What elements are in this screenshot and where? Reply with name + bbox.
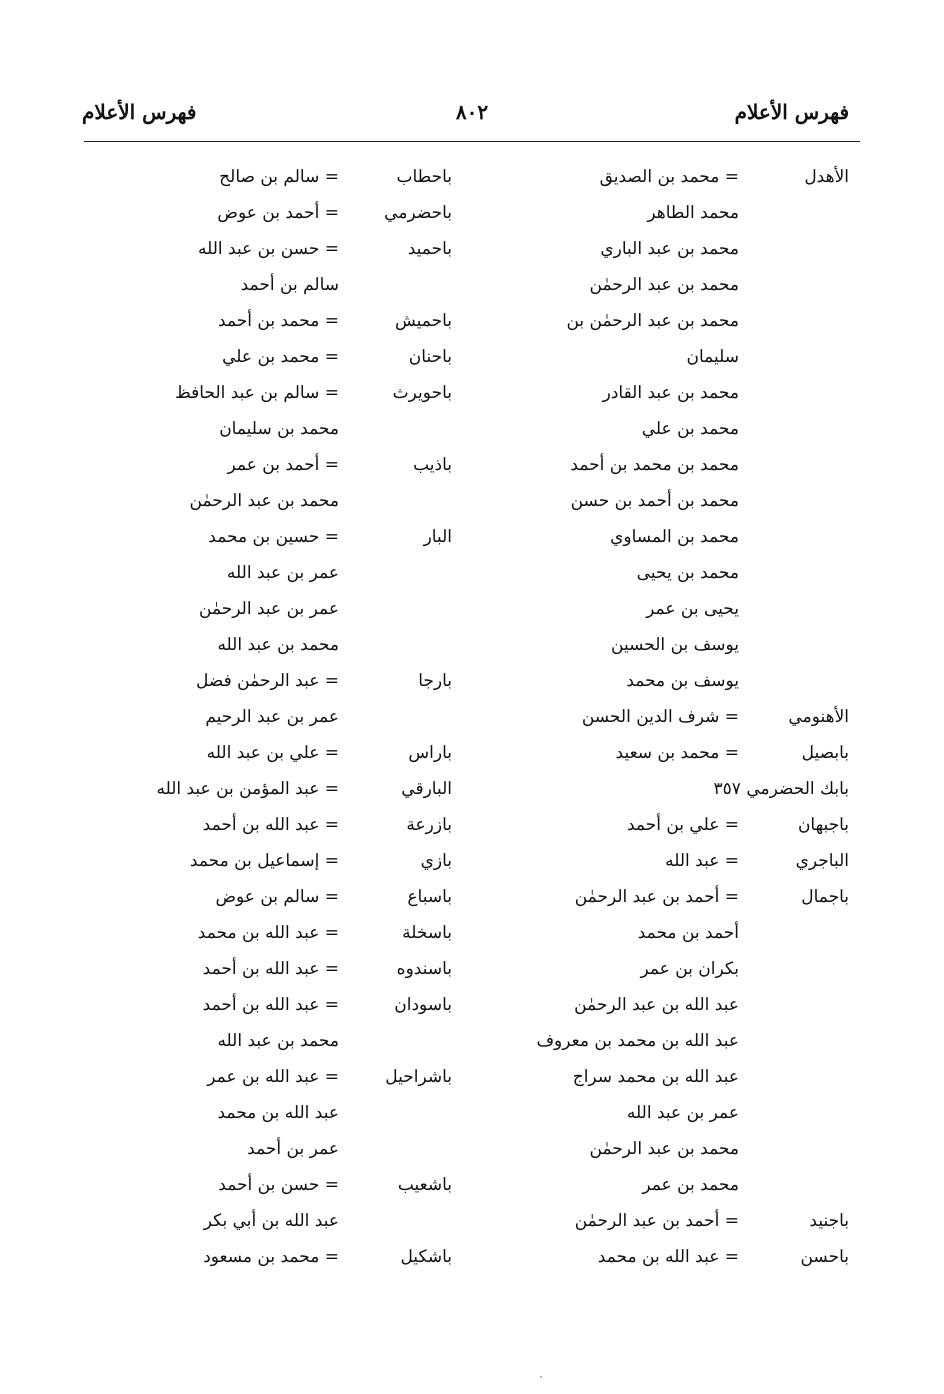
right-surname: الأهنومي — [788, 707, 849, 727]
left-name: محمد بن عبد الله — [217, 1031, 339, 1051]
right-name: سليمان — [686, 347, 739, 367]
index-row — [0, 340, 944, 376]
left-name: محمد بن عبد الرحمٰن — [189, 491, 339, 511]
index-row — [0, 880, 944, 916]
index-row — [0, 1168, 944, 1204]
left-surname: باسباع — [407, 887, 452, 907]
left-name: = عبد المؤمن بن عبد الله — [156, 779, 339, 799]
index-row — [0, 160, 944, 196]
right-name: = علي بن أحمد — [626, 815, 739, 835]
index-row — [0, 376, 944, 412]
index-row — [0, 628, 944, 664]
left-name: = محمد بن مسعود — [203, 1247, 339, 1267]
left-name: عمر بن عبد الرحمٰن — [199, 599, 339, 619]
right-name: يوسف بن الحسين — [611, 635, 739, 655]
page-number: ٨٠٢ — [455, 100, 489, 124]
left-surname: باسخلة — [402, 923, 452, 943]
right-name: محمد بن المساوي — [610, 527, 739, 547]
index-row — [0, 1240, 944, 1276]
left-name: = محمد بن أحمد — [218, 311, 339, 331]
index-row — [0, 556, 944, 592]
left-surname: باحضرمي — [384, 203, 452, 223]
left-name: = أحمد بن عمر — [227, 455, 339, 475]
left-name: = عبد الله بن عمر — [207, 1067, 339, 1087]
left-name: عمر بن أحمد — [247, 1139, 339, 1159]
index-row — [0, 772, 944, 808]
left-surname: باحطاب — [396, 167, 452, 187]
left-surname: البارقي — [401, 779, 452, 799]
right-name: = عبد الله بن محمد — [597, 1247, 739, 1267]
index-row — [0, 808, 944, 844]
right-name: = شرف الدين الحسن — [581, 707, 739, 727]
right-name: محمد بن عبد الرحمٰن — [589, 275, 739, 295]
right-name: محمد بن يحيى — [636, 563, 739, 583]
right-name: محمد بن عبد الرحمٰن بن — [566, 311, 739, 331]
right-name: بكران بن عمر — [640, 959, 739, 979]
right-surname: باجنيد — [809, 1211, 849, 1231]
right-name: عبد الله بن محمد بن معروف — [536, 1031, 739, 1051]
left-surname: باراس — [408, 743, 452, 763]
left-surname: باحنان — [408, 347, 452, 367]
left-name: = سالم بن عوض — [215, 887, 339, 907]
right-name: محمد بن عبد الباري — [600, 239, 739, 259]
right-name: يوسف بن محمد — [626, 671, 739, 691]
right-surname: باجبهان — [797, 815, 849, 835]
index-row — [0, 736, 944, 772]
right-name: = محمد بن سعيد — [615, 743, 739, 763]
index-row — [0, 412, 944, 448]
left-name: = سالم بن عبد الحافظ — [175, 383, 339, 403]
right-name: عبد الله بن عبد الرحمٰن — [574, 995, 739, 1015]
left-surname: باسندوه — [396, 959, 452, 979]
right-surname: باحسن — [800, 1247, 849, 1267]
left-name: = عبد الرحمٰن فضل — [196, 671, 339, 691]
left-surname: باشكيل — [400, 1247, 452, 1267]
left-surname: باشراحيل — [385, 1067, 452, 1087]
left-name: = محمد بن علي — [222, 347, 339, 367]
index-row — [0, 1204, 944, 1240]
index-row — [0, 232, 944, 268]
right-surname: بابصيل — [801, 743, 849, 763]
page-speck — [540, 1376, 542, 1378]
index-row — [0, 520, 944, 556]
left-name: = عبد الله بن أحمد — [202, 995, 339, 1015]
left-name: سالم بن أحمد — [240, 275, 339, 295]
right-name: محمد بن عمر — [642, 1175, 739, 1195]
left-name: = عبد الله بن محمد — [197, 923, 339, 943]
left-name: = سالم بن صالح — [219, 167, 339, 187]
index-row — [0, 988, 944, 1024]
right-surname: الأهدل — [804, 167, 849, 187]
left-name: = أحمد بن عوض — [217, 203, 339, 223]
index-row — [0, 844, 944, 880]
left-name: عبد الله بن محمد — [217, 1103, 339, 1123]
left-surname: باسودان — [394, 995, 452, 1015]
left-surname: بازرعة — [406, 815, 452, 835]
left-name: محمد بن عبد الله — [217, 635, 339, 655]
right-name: = عبد الله — [665, 851, 739, 871]
left-surname: باذيب — [413, 455, 452, 475]
left-name: عمر بن عبد الرحيم — [205, 707, 339, 727]
right-surname: بابك الحضرمي ٣٥٧ — [713, 779, 849, 799]
index-row — [0, 952, 944, 988]
index-row — [0, 1132, 944, 1168]
right-surname: باجمال — [801, 887, 849, 907]
left-surname: باحويرث — [392, 383, 452, 403]
right-name: محمد الطاهر — [647, 203, 739, 223]
right-name: محمد بن عبد القادر — [602, 383, 739, 403]
right-name: أحمد بن محمد — [637, 923, 739, 943]
left-name: عمر بن عبد الله — [226, 563, 339, 583]
index-row — [0, 916, 944, 952]
left-name: = عبد الله بن أحمد — [202, 959, 339, 979]
left-name: = حسن بن عبد الله — [198, 239, 339, 259]
index-row — [0, 268, 944, 304]
left-name: عبد الله بن أبي بكر — [203, 1211, 339, 1231]
right-name: محمد بن علي — [641, 419, 739, 439]
index-row — [0, 1060, 944, 1096]
left-name: = علي بن عبد الله — [206, 743, 339, 763]
index-row — [0, 592, 944, 628]
running-title-right: فهرس الأعلام — [734, 100, 849, 124]
right-name: يحيى بن عمر — [646, 599, 739, 619]
right-name: عمر بن عبد الله — [626, 1103, 739, 1123]
left-surname: بارجا — [418, 671, 452, 691]
header-rule — [84, 141, 860, 142]
right-name: محمد بن محمد بن أحمد — [570, 455, 739, 475]
index-row — [0, 304, 944, 340]
left-surname: بازي — [420, 851, 452, 871]
left-surname: باحميش — [394, 311, 452, 331]
left-name: = حسن بن أحمد — [218, 1175, 339, 1195]
left-name: = إسماعيل بن محمد — [189, 851, 339, 871]
running-title-left: فهرس الأعلام — [82, 100, 197, 124]
left-surname: باشعيب — [397, 1175, 452, 1195]
left-surname: باحميد — [407, 239, 452, 259]
index-row — [0, 1024, 944, 1060]
right-name: محمد بن أحمد بن حسن — [570, 491, 739, 511]
left-surname: البار — [423, 527, 452, 547]
right-name: عبد الله بن محمد سراج — [572, 1067, 739, 1087]
right-name: = أحمد بن عبد الرحمٰن — [574, 887, 739, 907]
right-surname: الباجري — [795, 851, 849, 871]
right-name: = محمد بن الصديق — [599, 167, 739, 187]
left-name: = حسين بن محمد — [208, 527, 339, 547]
index-row — [0, 1096, 944, 1132]
index-row — [0, 196, 944, 232]
right-name: محمد بن عبد الرحمٰن — [589, 1139, 739, 1159]
index-row — [0, 664, 944, 700]
left-name: محمد بن سليمان — [219, 419, 339, 439]
index-row — [0, 448, 944, 484]
index-row — [0, 484, 944, 520]
left-name: = عبد الله بن أحمد — [202, 815, 339, 835]
right-name: = أحمد بن عبد الرحمٰن — [574, 1211, 739, 1231]
index-row — [0, 700, 944, 736]
